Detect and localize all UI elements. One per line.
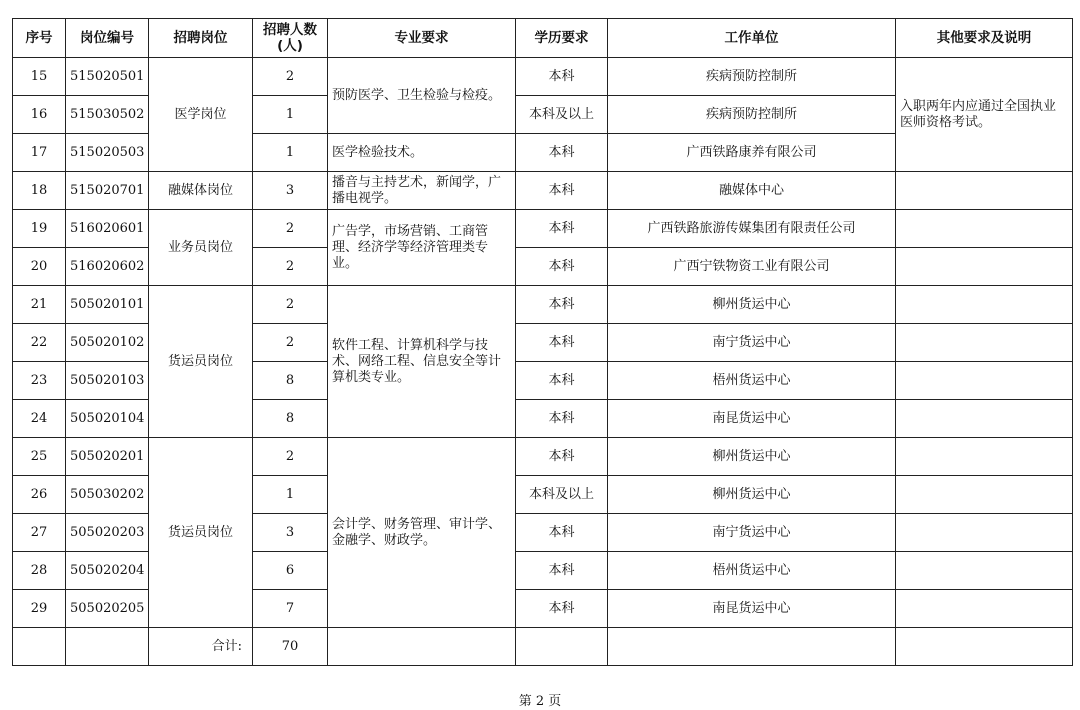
cell-note-empty [896,248,1073,286]
page-number: 第 2 页 [518,694,562,709]
cell-seq: 22 [13,324,66,362]
cell-count: 2 [253,438,328,476]
header-major: 专业要求 [328,19,516,58]
cell-seq: 17 [13,134,66,172]
cell-edu: 本科 [516,362,608,400]
header-count [253,19,328,58]
cell-unit: 广西铁路康养有限公司 [608,134,896,172]
cell-unit: 疾病预防控制所 [608,96,896,134]
cell-note-empty [896,210,1073,248]
cell-note-empty [896,590,1073,628]
cell-major-accounting: 会计学、财务管理、审计学、金融学、财政学。 [328,438,516,628]
cell-post-medical: 医学岗位 [149,58,253,172]
cell-edu: 本科 [516,248,608,286]
cell-note-empty [896,172,1073,210]
cell-major-advert: 广告学，市场营销、工商管理、经济学等经济管理类专业。 [328,210,516,286]
cell-code: 505020102 [66,324,149,362]
cell-note-empty [896,324,1073,362]
header-count-line1: 招聘人数 [263,22,317,38]
cell-code: 515020701 [66,172,149,210]
cell-note-empty [896,362,1073,400]
table-row [13,438,1073,476]
cell-seq: 18 [13,172,66,210]
cell-seq: 19 [13,210,66,248]
cell-code: 505020201 [66,438,149,476]
cell-unit: 梧州货运中心 [608,552,896,590]
cell-empty [516,628,608,666]
cell-note-empty [896,552,1073,590]
cell-count: 8 [253,362,328,400]
cell-post-media: 融媒体岗位 [149,172,253,210]
cell-seq: 21 [13,286,66,324]
table-row [13,286,1073,324]
cell-unit: 融媒体中心 [608,172,896,210]
cell-seq: 27 [13,514,66,552]
cell-seq: 28 [13,552,66,590]
cell-unit: 广西宁铁物资工业有限公司 [608,248,896,286]
cell-unit: 南宁货运中心 [608,324,896,362]
cell-code: 505020204 [66,552,149,590]
cell-seq: 16 [13,96,66,134]
cell-empty [66,628,149,666]
recruitment-table-container [12,18,1073,666]
cell-edu: 本科 [516,58,608,96]
table-row [13,210,1073,248]
total-count: 70 [253,628,328,666]
cell-code: 515030502 [66,96,149,134]
cell-code: 505020203 [66,514,149,552]
cell-seq: 20 [13,248,66,286]
cell-count: 3 [253,172,328,210]
cell-empty [13,628,66,666]
cell-edu: 本科及以上 [516,96,608,134]
recruitment-table [12,18,1073,666]
cell-major-lab: 医学检验技术。 [328,134,516,172]
header-note: 其他要求及说明 [896,19,1073,58]
cell-unit: 南昆货运中心 [608,590,896,628]
cell-note-empty [896,514,1073,552]
cell-code: 516020602 [66,248,149,286]
cell-count: 2 [253,58,328,96]
cell-note-empty [896,438,1073,476]
cell-unit: 柳州货运中心 [608,286,896,324]
cell-post-freight-2: 货运员岗位 [149,438,253,628]
cell-code: 505020103 [66,362,149,400]
cell-code: 505020104 [66,400,149,438]
cell-edu: 本科 [516,400,608,438]
cell-seq: 24 [13,400,66,438]
cell-count: 1 [253,134,328,172]
header-edu: 学历要求 [516,19,608,58]
cell-note-empty [896,476,1073,514]
cell-edu: 本科 [516,172,608,210]
cell-seq: 23 [13,362,66,400]
cell-note-empty [896,400,1073,438]
cell-count: 2 [253,210,328,248]
total-label: 合计: [149,628,253,666]
cell-edu: 本科 [516,324,608,362]
cell-edu: 本科 [516,134,608,172]
cell-count: 1 [253,96,328,134]
cell-edu: 本科 [516,210,608,248]
cell-seq: 25 [13,438,66,476]
header-code: 岗位编号 [66,19,149,58]
table-row [13,172,1073,210]
header-seq: 序号 [13,19,66,58]
cell-count: 6 [253,552,328,590]
cell-major-broadcast: 播音与主持艺术，新闻学，广播电视学。 [328,172,516,210]
cell-count: 2 [253,248,328,286]
cell-count: 1 [253,476,328,514]
cell-unit: 广西铁路旅游传媒集团有限责任公司 [608,210,896,248]
cell-seq: 26 [13,476,66,514]
cell-empty [608,628,896,666]
cell-code: 505030202 [66,476,149,514]
cell-count: 2 [253,286,328,324]
cell-unit: 柳州货运中心 [608,476,896,514]
cell-seq: 15 [13,58,66,96]
cell-major-software: 软件工程、计算机科学与技术、网络工程、信息安全等计算机类专业。 [328,286,516,438]
cell-major-preventive: 预防医学、卫生检验与检疫。 [328,58,516,134]
cell-code: 516020601 [66,210,149,248]
cell-code: 515020503 [66,134,149,172]
cell-unit: 南昆货运中心 [608,400,896,438]
header-unit: 工作单位 [608,19,896,58]
cell-edu: 本科 [516,438,608,476]
cell-edu: 本科 [516,514,608,552]
cell-post-sales: 业务员岗位 [149,210,253,286]
cell-count: 3 [253,514,328,552]
cell-note-empty [896,286,1073,324]
cell-post-freight-1: 货运员岗位 [149,286,253,438]
table-row [13,58,1073,96]
cell-unit: 柳州货运中心 [608,438,896,476]
cell-edu: 本科 [516,552,608,590]
cell-edu: 本科 [516,590,608,628]
cell-count: 7 [253,590,328,628]
cell-code: 515020501 [66,58,149,96]
cell-empty [328,628,516,666]
header-row [13,19,1073,58]
header-post: 招聘岗位 [149,19,253,58]
total-row [13,628,1073,666]
header-count-line2: (人) [277,38,303,54]
cell-code: 505020205 [66,590,149,628]
cell-empty [896,628,1073,666]
cell-edu: 本科 [516,286,608,324]
cell-edu: 本科及以上 [516,476,608,514]
cell-note-medical: 入职两年内应通过全国执业医师资格考试。 [896,58,1073,172]
cell-unit: 疾病预防控制所 [608,58,896,96]
cell-code: 505020101 [66,286,149,324]
cell-count: 2 [253,324,328,362]
cell-count: 8 [253,400,328,438]
cell-unit: 梧州货运中心 [608,362,896,400]
cell-unit: 南宁货运中心 [608,514,896,552]
cell-seq: 29 [13,590,66,628]
